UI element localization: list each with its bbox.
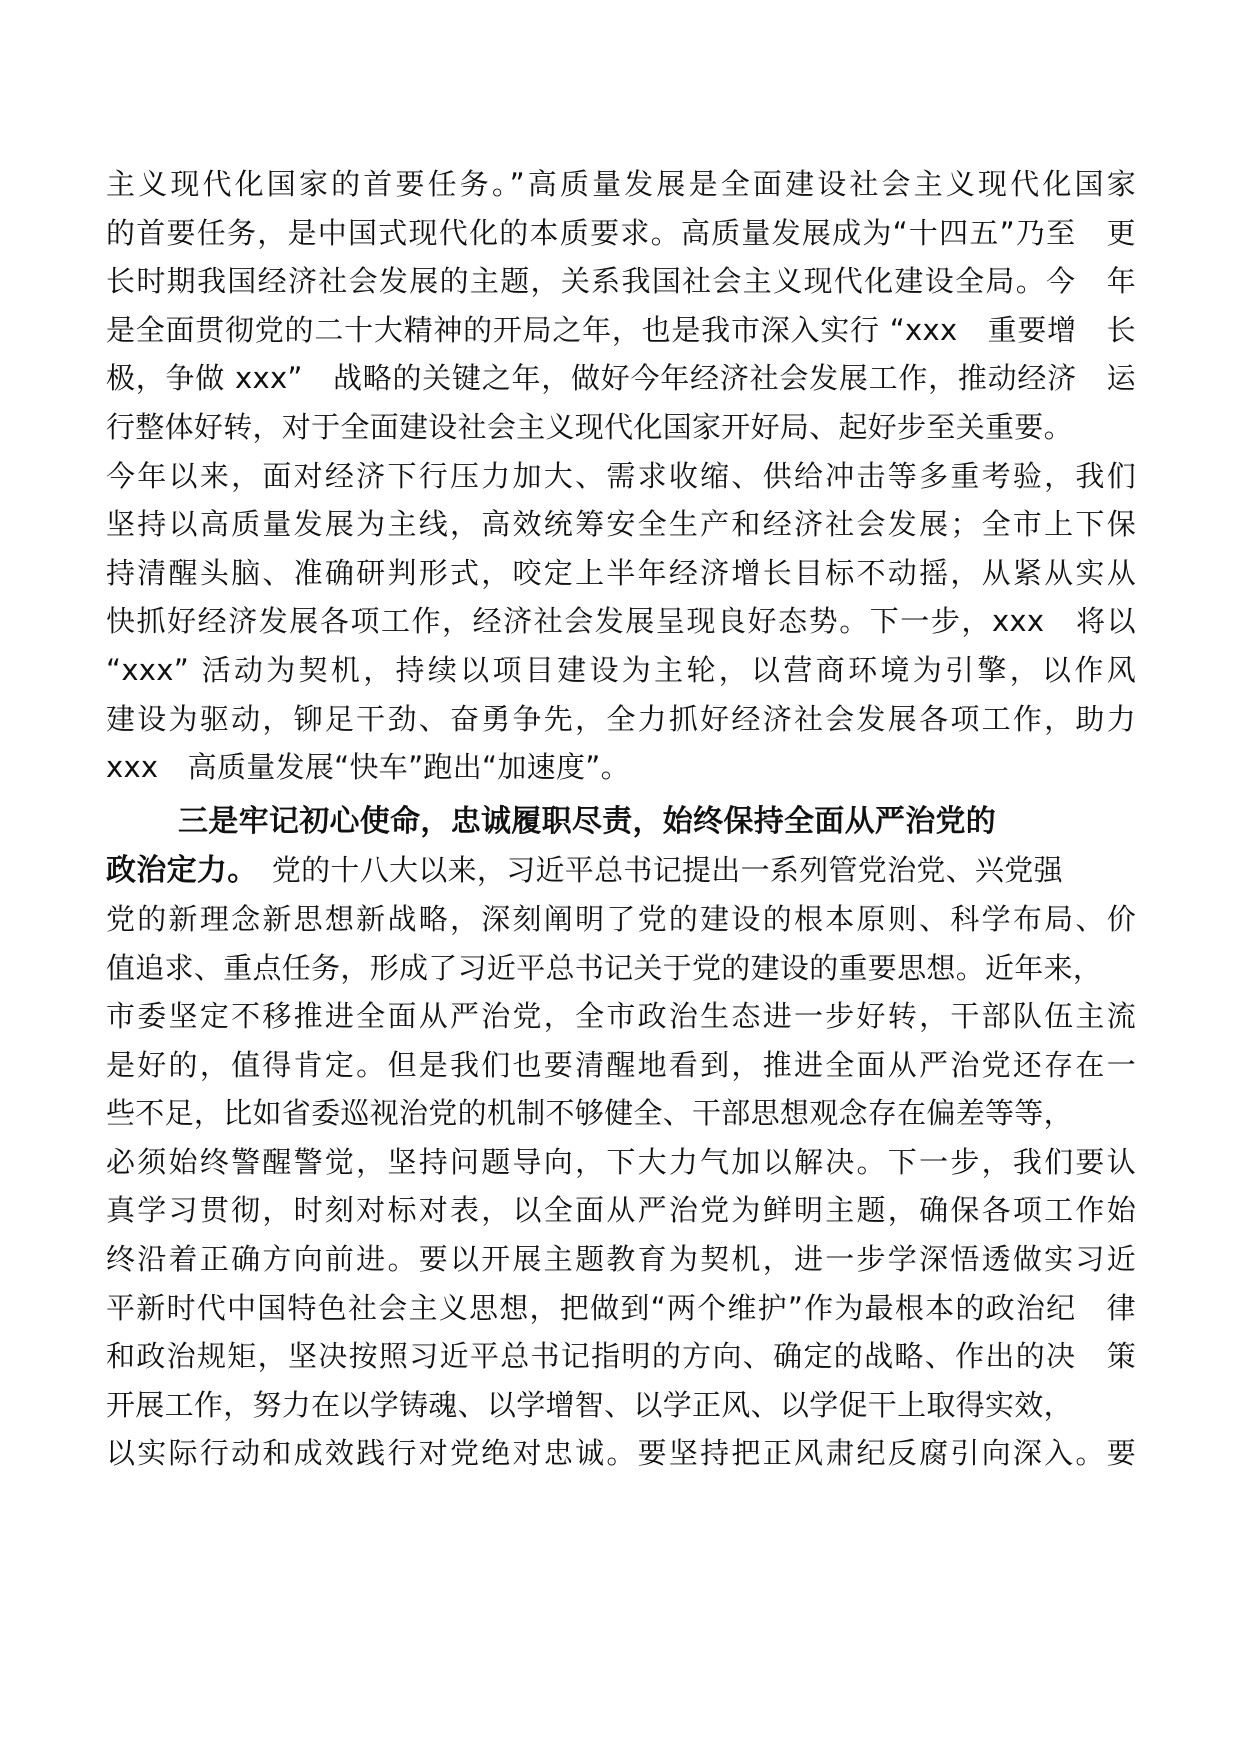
text-line: 党的新理念新思想新战略，深刻阐明了党的建设的根本原则、科学布局、价 (106, 901, 1136, 936)
text-line: 市委坚定不移推进全面从严治党，全市政治生态进一步好转，干部队伍主流 (106, 999, 1136, 1034)
text-line: 真学习贯彻，时刻对标对表，以全面从严治党为鲜明主题，确保各项工作始 (106, 1193, 1136, 1228)
text-line: 平新时代中国特色社会主义思想，把做到“两个维护”作为最根本的政治纪 律 (106, 1290, 1136, 1325)
text-line: 开展工作，努力在以学铸魂、以学增智、以学正风、以学促干上取得实效， (106, 1387, 1073, 1422)
text-run: 党的十八大以来，习近平总书记提出一系列管党治党、兴党强 (242, 853, 1063, 888)
text-line: 必须始终警醒警觉，坚持问题导向，下大力气加以解决。下一步，我们要认 (106, 1144, 1136, 1179)
text-line: 些不足，比如省委巡视治党的机制不够健全、干部思想观念存在偏差等等， (106, 1096, 1073, 1131)
text-line: 是全面贯彻党的二十大精神的开局之年，也是我市深入实行 “xxx 重要增 长 (106, 312, 1136, 347)
text-line: xxx 高质量发展“快车”跑出“加速度”。 (106, 750, 630, 785)
text-line (106, 846, 1136, 895)
text-line: 今年以来，面对经济下行压力加大、需求收缩、供给冲击等多重考验，我们 (106, 458, 1136, 493)
text-line: 极，争做 xxx” 战略的关键之年，做好今年经济社会发展工作，推动经济 运 (106, 361, 1136, 396)
section-heading-tail: 政治定力。 (106, 853, 243, 889)
text-line: 和政治规矩，坚决按照习近平总书记指明的方向、确定的战略、作出的决 策 (106, 1339, 1136, 1374)
text-line: 的首要任务，是中国式现代化的本质要求。高质量发展成为“十四五”乃至 更 (106, 215, 1136, 250)
document-body (106, 160, 1136, 1478)
text-line: 以实际行动和成效践行对党绝对忠诚。要坚持把正风肃纪反腐引向深入。要 (106, 1436, 1136, 1471)
text-line: 值追求、重点任务，形成了习近平总书记关于党的建设的重要思想。近年来， (106, 950, 1103, 985)
text-line: 长时期我国经济社会发展的主题，关系我国社会主义现代化建设全局。今 年 (106, 264, 1136, 299)
section-heading: 三是牢记初心使命，忠诚履职尽责，始终保持全面从严治党的 (178, 803, 997, 839)
text-line: 坚持以高质量发展为主线，高效统筹安全生产和经济社会发展；全市上下保 (106, 507, 1136, 542)
text-line: 建设为驱动，铆足干劲、奋勇争先，全力抓好经济社会发展各项工作，助力 (106, 701, 1136, 736)
text-line: 快抓好经济发展各项工作，经济社会发展呈现良好态势。下一步，xxx 将以 (106, 604, 1136, 639)
text-line: 终沿着正确方向前进。要以开展主题教育为契机，进一步学深悟透做实习近 (106, 1242, 1136, 1277)
text-line: 是好的，值得肯定。但是我们也要清醒地看到，推进全面从严治党还存在一 (106, 1047, 1136, 1082)
text-line: “xxx” 活动为契机，持续以项目建设为主轮，以营商环境为引擎，以作风 (106, 652, 1136, 687)
text-line: 持清醒头脑、准确研判形式，咬定上半年经济增长目标不动摇，从紧从实从 (106, 555, 1136, 590)
text-line: 行整体好转，对于全面建设社会主义现代化国家开好局、起好步至关重要。 (106, 409, 1073, 444)
text-line: 主义现代化国家的首要任务。”高质量发展是全面建设社会主义现代化国家 (106, 167, 1136, 201)
